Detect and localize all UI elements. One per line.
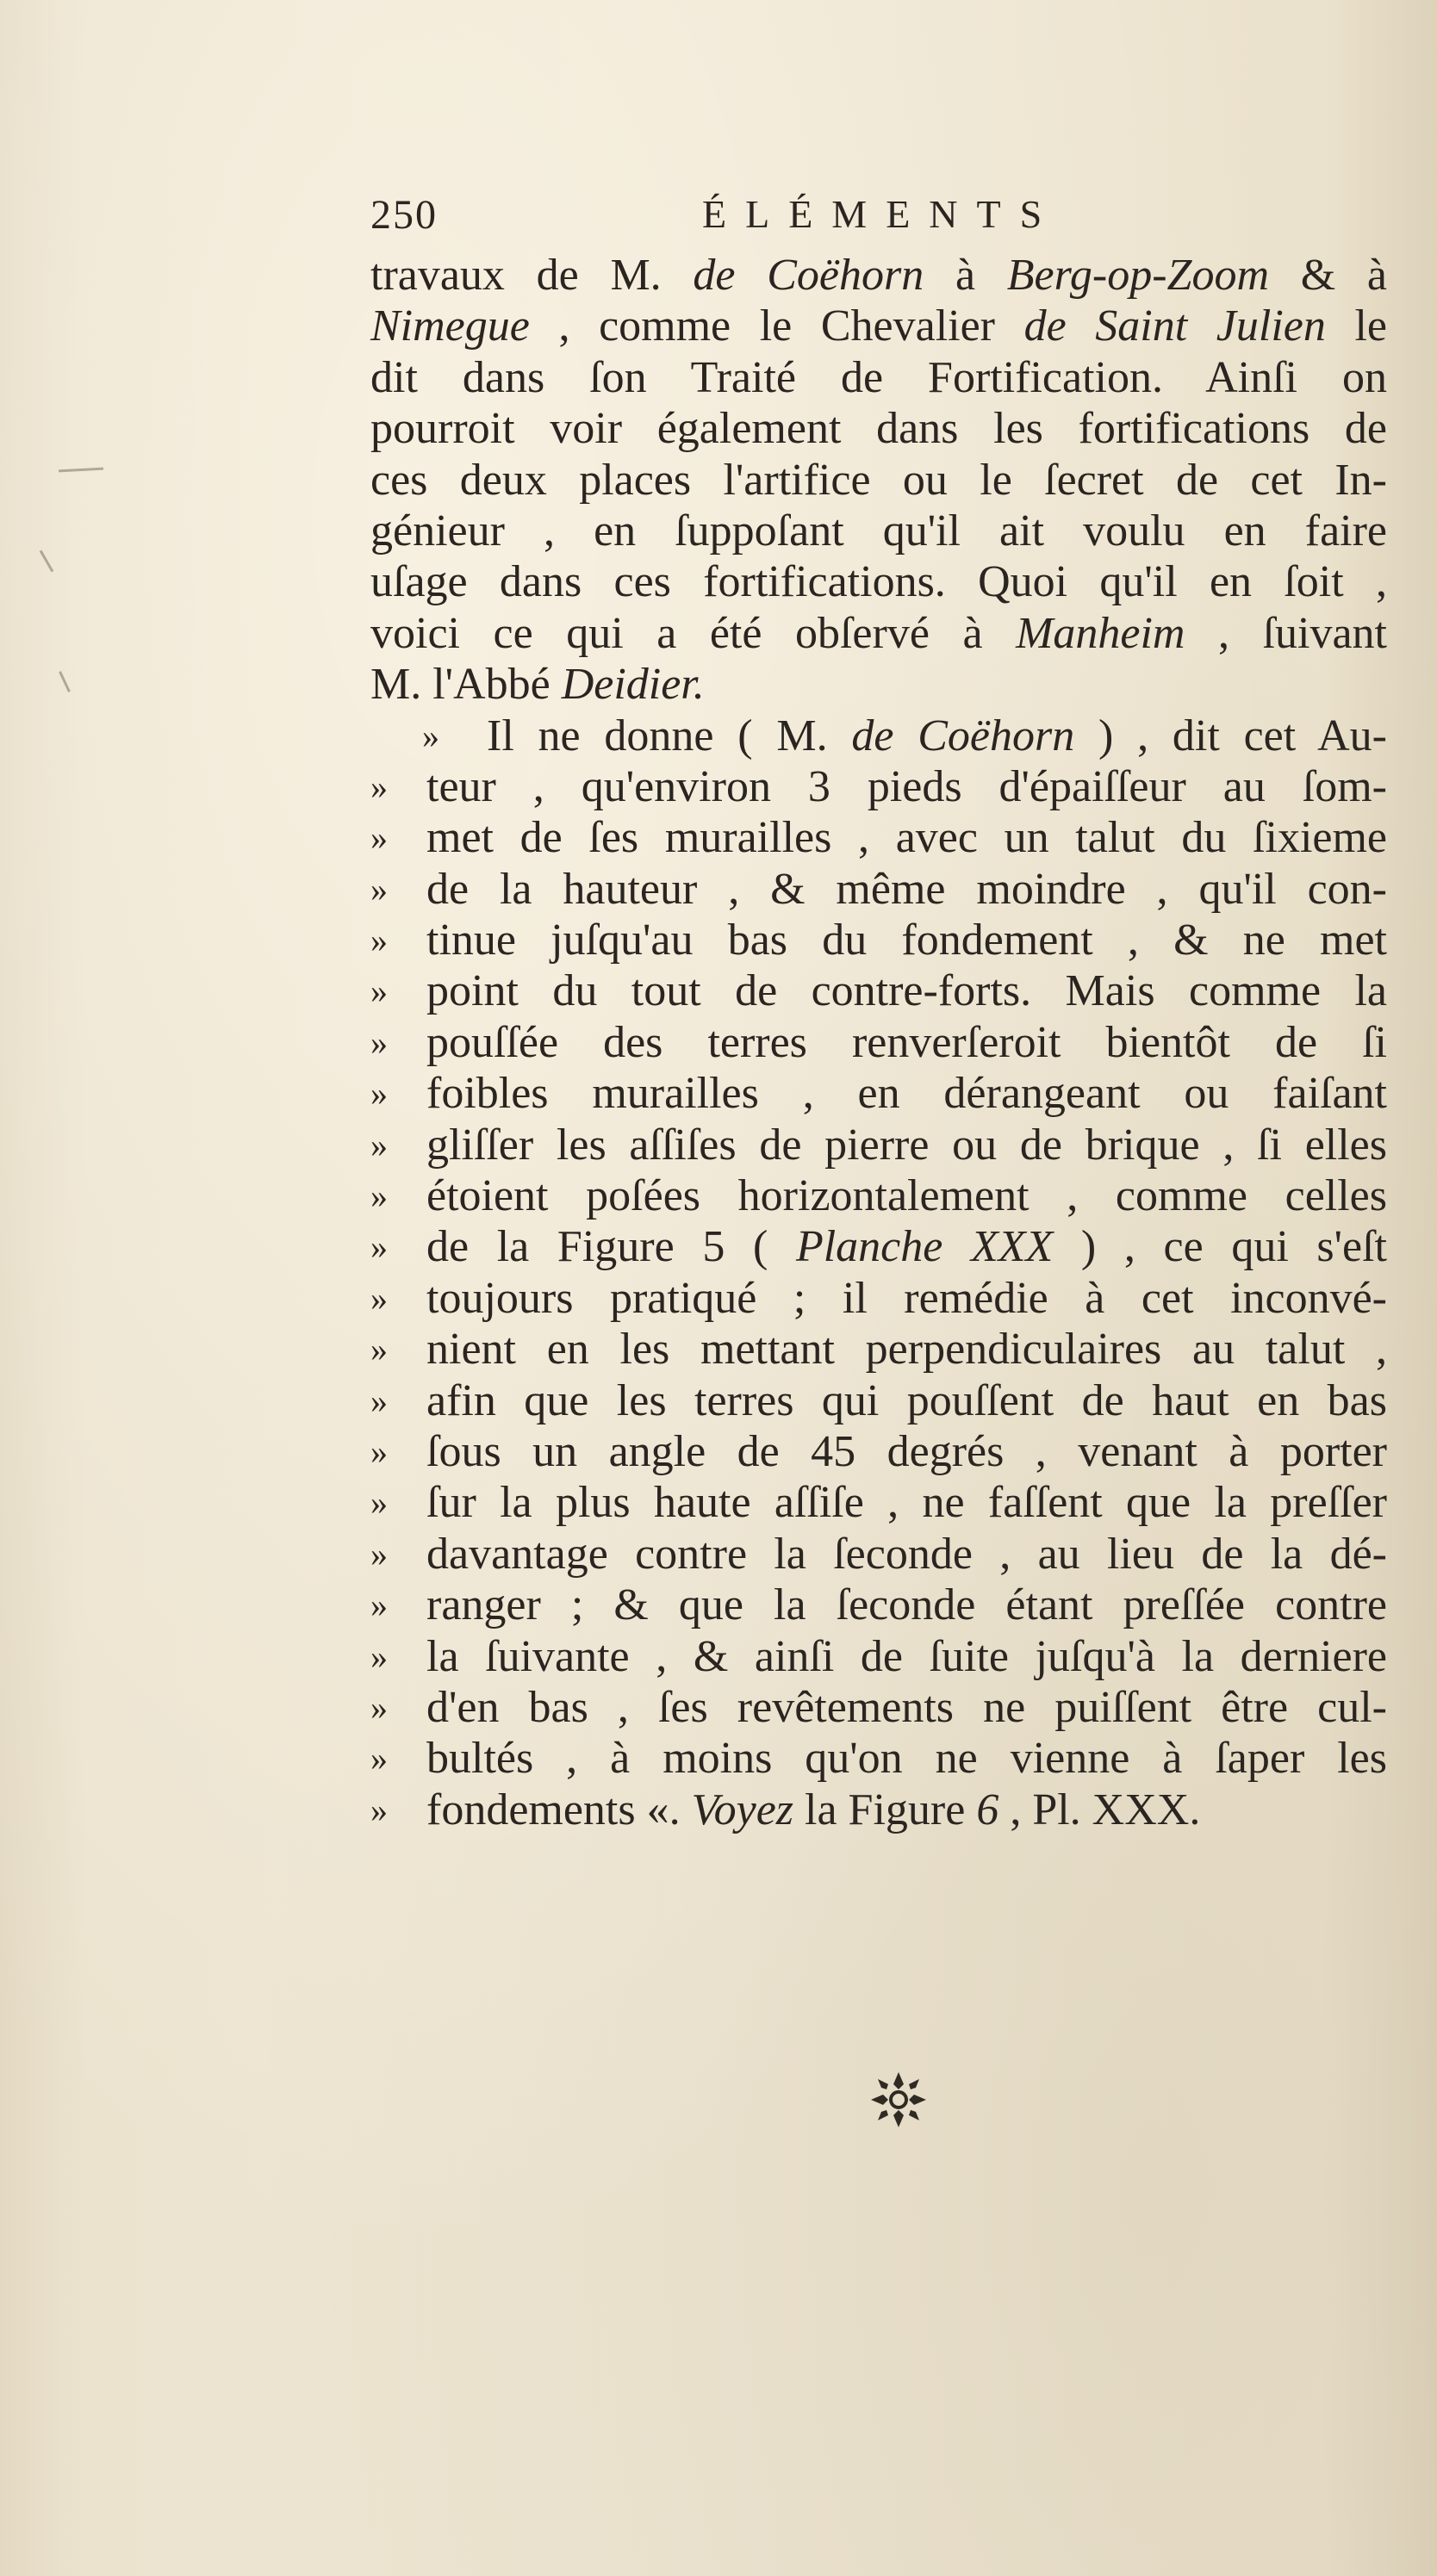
quote-mark: » [370, 1431, 388, 1471]
body-text [370, 250, 1387, 1835]
text-segment: la Figure [793, 1785, 977, 1834]
text-segment: ) , ce qui s'eſt [1053, 1222, 1387, 1272]
quoted-line [370, 1733, 1387, 1784]
text-segment: met de ſes murailles , avec un talut du ſixieme [426, 813, 1387, 863]
quoted-line [370, 761, 1387, 812]
text-segment: ranger ; & que la ſeconde étant preſſée contre [426, 1580, 1387, 1630]
text-segment: ſur la plus haute aſſiſe , ne faſſent que la preſſer [426, 1478, 1387, 1528]
fleuron-ornament [864, 2065, 933, 2134]
text-segment: d'en bas , ſes revêtements ne puiſſent être cul- [426, 1682, 1387, 1732]
text-segment: ) , dit cet Au- [1074, 711, 1387, 760]
text-segment: Berg-op-Zoom [1006, 251, 1270, 300]
text-segment: tinue juſqu'au bas du fondement , & ne met [426, 916, 1387, 965]
quoted-line [370, 1068, 1387, 1119]
quote-mark: » [370, 869, 388, 909]
quoted-line [370, 1273, 1387, 1324]
quote-mark: » [370, 1381, 388, 1420]
quote-mark: » [370, 1176, 388, 1216]
text-line [370, 352, 1387, 403]
quote-mark: » [370, 921, 388, 960]
quoted-line [370, 1529, 1387, 1580]
quote-mark: » [370, 1330, 388, 1369]
quote-mark: » [370, 1022, 388, 1062]
text-segment: afin que les terres qui pouſſent de haut en bas [426, 1375, 1387, 1425]
quote-mark: » [370, 1278, 388, 1318]
quoted-line [370, 1221, 1387, 1272]
text-line [370, 250, 1387, 301]
text-line [370, 403, 1387, 454]
running-header [370, 191, 1129, 251]
text-segment: Il ne donne ( M. [487, 711, 852, 760]
quoted-line [370, 1785, 1387, 1835]
text-line [370, 556, 1387, 607]
text-segment: pouſſée des terres renverſeroit bientôt de ſi [426, 1017, 1387, 1067]
text-segment: de la hauteur , & même moindre , qu'il con- [426, 864, 1387, 914]
text-line [370, 608, 1387, 659]
text-segment: voici ce qui a été obſervé à [370, 608, 1017, 658]
running-title: ÉLÉMENTS [702, 192, 1061, 236]
quote-mark: » [370, 1739, 388, 1778]
text-segment: de la Figure 5 ( [426, 1222, 796, 1272]
text-segment: nient en les mettant perpendiculaires au talut , [426, 1325, 1387, 1375]
quoted-line [370, 1375, 1387, 1426]
quote-mark: » [370, 1790, 388, 1829]
text-segment: bultés , à moins qu'on ne vienne à ſaper les [426, 1734, 1387, 1784]
quote-mark: » [370, 1125, 388, 1164]
text-segment: Nimegue [370, 301, 530, 351]
text-segment: de Coëhorn [693, 251, 924, 300]
quote-mark: » [370, 1534, 388, 1574]
text-segment: ces deux places l'artifice ou le ſecret de cet In- [370, 455, 1387, 505]
text-segment: Deidier. [561, 660, 705, 710]
quote-mark: » [370, 1586, 388, 1625]
text-segment: à [924, 251, 1007, 300]
text-segment: uſage dans ces fortifications. Quoi qu'il en ſoit , [370, 557, 1387, 607]
quote-mark: » [370, 1687, 388, 1727]
text-segment: point du tout de contre-forts. Mais comme la [426, 966, 1387, 1016]
text-segment: fondements «. [426, 1785, 692, 1834]
text-segment: toujours pratiqué ; il remédie à cet inconvé- [426, 1273, 1387, 1323]
text-segment: ſous un angle de 45 degrés , venant à porter [426, 1426, 1387, 1476]
quoted-line [370, 965, 1387, 1016]
text-segment: gliſſer les aſſiſes de pierre ou de brique , ſi elles [426, 1120, 1387, 1170]
text-segment: foibles murailles , en dérangeant ou faiſant [426, 1069, 1387, 1119]
text-segment: travaux de M. [370, 251, 694, 300]
quoted-line [370, 1631, 1387, 1682]
text-segment: & à [1269, 251, 1387, 300]
page-number: 250 [370, 192, 438, 238]
quoted-line [370, 915, 1387, 965]
text-segment: , comme le Chevalier [529, 301, 1024, 351]
text-segment: la ſuivante , & ainſi de ſuite juſqu'à la derniere [426, 1631, 1387, 1681]
quote-mark: » [370, 818, 388, 858]
quote-mark: » [370, 1227, 388, 1267]
text-segment: M. l'Abbé [370, 660, 562, 710]
text-segment: , ſuivant [1185, 608, 1387, 658]
text-line [370, 455, 1387, 506]
text-segment: Planche XXX [795, 1222, 1054, 1272]
text-segment: teur , qu'environ 3 pieds d'épaiſſeur au ſom- [426, 761, 1387, 811]
quoted-line [370, 1682, 1387, 1733]
quote-mark: » [422, 716, 439, 755]
text-segment: Manheim [1016, 608, 1185, 658]
quoted-line [370, 1477, 1387, 1528]
margin-mark [40, 550, 54, 573]
text-line [370, 659, 1387, 710]
quote-mark: » [370, 971, 388, 1011]
quoted-line [370, 711, 1387, 761]
text-line [370, 506, 1387, 556]
quoted-line [370, 1324, 1387, 1375]
text-segment: de Saint Julien [1023, 301, 1326, 351]
quoted-line [370, 1120, 1387, 1170]
quoted-line [370, 812, 1387, 863]
text-segment: davantage contre la ſeconde , au lieu de la dé- [426, 1529, 1387, 1579]
text-segment: pourroit voir également dans les fortifications de [370, 404, 1387, 454]
quote-mark: » [370, 1074, 388, 1114]
margin-mark [59, 671, 71, 692]
quoted-line [370, 1017, 1387, 1068]
quoted-line [370, 1170, 1387, 1221]
text-segment: étoient poſées horizontalement , comme celles [426, 1171, 1387, 1221]
quoted-line [370, 864, 1387, 915]
margin-mark [59, 468, 103, 473]
text-line [370, 301, 1387, 351]
quote-mark: » [370, 1636, 388, 1676]
text-segment: de Coëhorn [851, 711, 1075, 760]
text-segment: , Pl. XXX. [998, 1785, 1201, 1834]
text-segment: génieur , en ſuppoſant qu'il ait voulu en faire [370, 506, 1387, 556]
quote-mark: » [370, 767, 388, 806]
quote-mark: » [370, 1483, 388, 1523]
text-segment: Voyez [691, 1785, 794, 1834]
text-segment: le [1325, 301, 1387, 351]
quoted-line [370, 1580, 1387, 1630]
text-segment: 6 [976, 1785, 999, 1834]
quoted-line [370, 1426, 1387, 1477]
text-segment: dit dans ſon Traité de Fortification. Ainſi on [370, 352, 1387, 402]
